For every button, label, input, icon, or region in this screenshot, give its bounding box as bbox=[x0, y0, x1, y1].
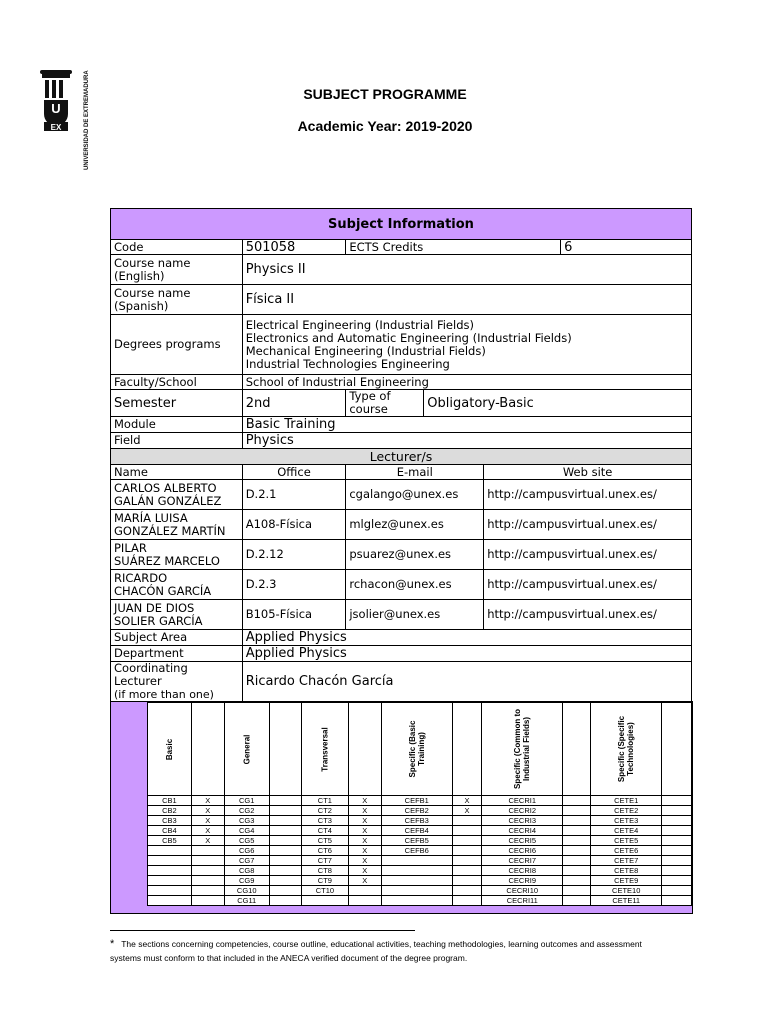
competency-code: CG9 bbox=[224, 876, 269, 886]
competency-code: CETE4 bbox=[591, 826, 662, 836]
table-row bbox=[148, 816, 692, 826]
footnote-divider bbox=[110, 930, 415, 931]
lecturers-heading: Lecturer/s bbox=[111, 449, 692, 465]
competency-mark bbox=[452, 816, 482, 826]
competency-code bbox=[148, 886, 192, 896]
competency-mark bbox=[563, 826, 591, 836]
competency-mark: X bbox=[452, 806, 482, 816]
lecturer-office: D.2.1 bbox=[242, 480, 346, 510]
area-label: Subject Area bbox=[111, 630, 243, 646]
competencies-table bbox=[147, 702, 692, 906]
lecturer-surname: CHACÓN GARCÍA bbox=[114, 583, 212, 598]
competency-mark bbox=[348, 886, 381, 896]
competency-code: CT1 bbox=[301, 796, 348, 806]
competency-mark: X bbox=[348, 826, 381, 836]
competency-mark bbox=[662, 796, 692, 806]
competency-code: CG3 bbox=[224, 816, 269, 826]
degrees-list bbox=[242, 315, 691, 375]
lecturer-email: jsolier@unex.es bbox=[346, 600, 484, 630]
table-row bbox=[148, 826, 692, 836]
competency-mark bbox=[662, 866, 692, 876]
competency-code: CEFB4 bbox=[381, 826, 452, 836]
col-office: Office bbox=[242, 465, 346, 480]
competency-mark bbox=[563, 816, 591, 826]
competency-code: CT6 bbox=[301, 846, 348, 856]
competency-code bbox=[381, 856, 452, 866]
competency-code: CG10 bbox=[224, 886, 269, 896]
table-row bbox=[148, 796, 692, 806]
lecturer-name: RICARDO bbox=[114, 570, 168, 585]
competency-code: CEFB3 bbox=[381, 816, 452, 826]
competency-mark bbox=[191, 846, 224, 856]
degree-item: Industrial Technologies Engineering bbox=[245, 356, 450, 371]
dept-value: Applied Physics bbox=[242, 646, 691, 662]
table-row bbox=[111, 480, 692, 510]
competency-mark: X bbox=[348, 816, 381, 826]
competency-code: CB3 bbox=[148, 816, 192, 826]
competency-code: CECRI4 bbox=[482, 826, 563, 836]
competency-mark bbox=[662, 876, 692, 886]
competency-mark: X bbox=[191, 796, 224, 806]
name-es-label: Course name (Spanish) bbox=[111, 285, 243, 315]
competency-mark bbox=[191, 886, 224, 896]
comp-header-specific-tech: Specific (Specific Technologies) bbox=[617, 715, 636, 783]
competency-mark bbox=[662, 816, 692, 826]
type-value: Obligatory-Basic bbox=[424, 390, 692, 417]
name-es-value: Física II bbox=[242, 285, 691, 315]
table-row bbox=[148, 836, 692, 846]
competency-code bbox=[148, 846, 192, 856]
lecturer-surname: SUÁREZ MARCELO bbox=[114, 553, 220, 568]
competency-code bbox=[301, 896, 348, 906]
competency-mark bbox=[563, 806, 591, 816]
competency-mark bbox=[269, 856, 301, 866]
competency-code: CECRI2 bbox=[482, 806, 563, 816]
coord-value: Ricardo Chacón García bbox=[242, 662, 691, 702]
competency-code: CECRI8 bbox=[482, 866, 563, 876]
lecturer-name: MARÍA LUISA bbox=[114, 510, 188, 525]
lecturer-office: D.2.12 bbox=[242, 540, 346, 570]
competency-code: CETE2 bbox=[591, 806, 662, 816]
competency-code: CECRI10 bbox=[482, 886, 563, 896]
col-web: Web site bbox=[484, 465, 692, 480]
lecturer-web: http://campusvirtual.unex.es/ bbox=[484, 540, 692, 570]
table-row bbox=[148, 886, 692, 896]
competency-mark bbox=[563, 836, 591, 846]
competency-code: CECRI9 bbox=[482, 876, 563, 886]
competency-code: CT3 bbox=[301, 816, 348, 826]
competency-code bbox=[381, 866, 452, 876]
competency-mark: X bbox=[348, 856, 381, 866]
competency-mark: X bbox=[191, 826, 224, 836]
competency-mark bbox=[348, 896, 381, 906]
competency-mark bbox=[269, 796, 301, 806]
competency-code: CG8 bbox=[224, 866, 269, 876]
competency-code bbox=[148, 856, 192, 866]
competency-code: CETE8 bbox=[591, 866, 662, 876]
degrees-label: Degrees programs bbox=[111, 315, 243, 375]
competency-mark bbox=[269, 846, 301, 856]
competency-code: CT7 bbox=[301, 856, 348, 866]
footnote bbox=[110, 937, 670, 965]
competency-mark bbox=[563, 886, 591, 896]
table-row bbox=[111, 600, 692, 630]
competency-mark bbox=[269, 826, 301, 836]
module-label: Module bbox=[111, 417, 243, 433]
competency-mark bbox=[191, 856, 224, 866]
competency-code: CECRI6 bbox=[482, 846, 563, 856]
competency-mark: X bbox=[348, 796, 381, 806]
competency-code bbox=[148, 876, 192, 886]
svg-text:UNIVERSIDAD DE EXTREMADURA: UNIVERSIDAD DE EXTREMADURA bbox=[84, 70, 90, 170]
type-label: Type of course bbox=[346, 390, 424, 417]
competency-mark: X bbox=[191, 836, 224, 846]
competency-code: CB4 bbox=[148, 826, 192, 836]
table-row bbox=[148, 806, 692, 816]
competency-mark bbox=[563, 866, 591, 876]
svg-text:U: U bbox=[51, 101, 61, 116]
competency-mark bbox=[452, 846, 482, 856]
table-row bbox=[111, 540, 692, 570]
competency-mark: X bbox=[191, 806, 224, 816]
table-row bbox=[111, 570, 692, 600]
competency-code: CEFB1 bbox=[381, 796, 452, 806]
competency-code: CEFB2 bbox=[381, 806, 452, 816]
competency-code: CETE3 bbox=[591, 816, 662, 826]
competency-code: CT8 bbox=[301, 866, 348, 876]
competency-mark bbox=[662, 896, 692, 906]
lecturer-web: http://campusvirtual.unex.es/ bbox=[484, 480, 692, 510]
competency-mark bbox=[662, 806, 692, 816]
academic-year: Academic Year: 2019-2020 bbox=[297, 118, 473, 134]
lecturer-email: cgalango@unex.es bbox=[346, 480, 484, 510]
competency-code bbox=[148, 896, 192, 906]
competency-code: CG1 bbox=[224, 796, 269, 806]
footnote-star: * bbox=[110, 938, 115, 950]
competency-code: CECRI5 bbox=[482, 836, 563, 846]
faculty-value: School of Industrial Engineering bbox=[242, 375, 691, 390]
competency-code: CT2 bbox=[301, 806, 348, 816]
competency-code: CEFB5 bbox=[381, 836, 452, 846]
code-value: 501058 bbox=[242, 240, 346, 255]
competency-mark bbox=[269, 896, 301, 906]
lecturer-name: CARLOS ALBERTO bbox=[114, 480, 217, 495]
competency-code bbox=[381, 896, 452, 906]
competency-mark bbox=[191, 896, 224, 906]
competency-mark bbox=[452, 856, 482, 866]
comp-header-specific-basic: Specific (Basic Training) bbox=[407, 720, 426, 778]
competency-code: CB5 bbox=[148, 836, 192, 846]
lecturer-surname: GALÁN GONZÁLEZ bbox=[114, 493, 222, 508]
competency-code: CT4 bbox=[301, 826, 348, 836]
comp-header-basic: Basic bbox=[164, 738, 174, 760]
competency-mark: X bbox=[348, 836, 381, 846]
competency-mark bbox=[563, 856, 591, 866]
lecturer-surname: GONZÁLEZ MARTÍN bbox=[114, 523, 226, 538]
subject-info-table bbox=[110, 208, 692, 719]
col-name: Name bbox=[111, 465, 243, 480]
lecturer-office: B105-Física bbox=[242, 600, 346, 630]
name-en-value: Physics II bbox=[242, 255, 691, 285]
competency-code: CT5 bbox=[301, 836, 348, 846]
svg-text:EX: EX bbox=[50, 123, 62, 132]
comp-header-transversal: Transversal bbox=[320, 726, 330, 772]
competency-code: CT9 bbox=[301, 876, 348, 886]
lecturer-office: D.2.3 bbox=[242, 570, 346, 600]
competency-code: CETE6 bbox=[591, 846, 662, 856]
competency-mark bbox=[563, 846, 591, 856]
competency-mark: X bbox=[348, 806, 381, 816]
semester-label: Semester bbox=[111, 390, 243, 417]
competency-code bbox=[381, 876, 452, 886]
footnote-text: The sections concerning competencies, course outline, educational activities, teaching methodologies, learning outcomes and assessment systems must conform to that included in the ANECA verified document of the degree program. bbox=[110, 939, 642, 963]
competency-code: CG5 bbox=[224, 836, 269, 846]
lecturer-name: JUAN DE DIOS bbox=[114, 600, 195, 615]
university-logo bbox=[38, 40, 98, 175]
competency-mark bbox=[452, 896, 482, 906]
competency-code: CG7 bbox=[224, 856, 269, 866]
field-label: Field bbox=[111, 433, 243, 449]
competency-mark bbox=[662, 836, 692, 846]
col-email: E-mail bbox=[346, 465, 484, 480]
competency-code: CG4 bbox=[224, 826, 269, 836]
competency-code: CB1 bbox=[148, 796, 192, 806]
field-value: Physics bbox=[242, 433, 691, 449]
lecturer-email: mlglez@unex.es bbox=[346, 510, 484, 540]
subject-info-heading: Subject Information bbox=[111, 209, 692, 240]
module-value: Basic Training bbox=[242, 417, 691, 433]
competency-code: CECRI7 bbox=[482, 856, 563, 866]
table-row bbox=[148, 866, 692, 876]
competency-mark bbox=[662, 846, 692, 856]
competency-mark bbox=[563, 896, 591, 906]
competency-mark: X bbox=[348, 876, 381, 886]
competency-mark bbox=[191, 866, 224, 876]
comp-header-specific-common: Specific (Common to Industrial Fields) bbox=[513, 708, 532, 789]
competency-mark bbox=[452, 876, 482, 886]
degree-item: Electronics and Automatic Engineering (Industrial Fields) bbox=[245, 330, 572, 345]
competency-code: CG6 bbox=[224, 846, 269, 856]
competency-mark bbox=[563, 796, 591, 806]
ects-value: 6 bbox=[561, 240, 692, 255]
lecturer-web: http://campusvirtual.unex.es/ bbox=[484, 600, 692, 630]
faculty-label: Faculty/School bbox=[111, 375, 243, 390]
lecturer-email: rchacon@unex.es bbox=[346, 570, 484, 600]
competencies-panel bbox=[110, 701, 693, 914]
competency-code: CETE11 bbox=[591, 896, 662, 906]
competency-mark bbox=[269, 816, 301, 826]
code-label: Code bbox=[111, 240, 243, 255]
competency-code: CB2 bbox=[148, 806, 192, 816]
lecturer-surname: SOLIER GARCÍA bbox=[114, 613, 203, 628]
competency-mark bbox=[452, 886, 482, 896]
competency-code: CECRI11 bbox=[482, 896, 563, 906]
lecturer-office: A108-Física bbox=[242, 510, 346, 540]
competency-mark: X bbox=[348, 846, 381, 856]
competency-code: CETE7 bbox=[591, 856, 662, 866]
competency-mark bbox=[269, 876, 301, 886]
competency-mark bbox=[563, 876, 591, 886]
competency-code bbox=[381, 886, 452, 896]
dept-label: Department bbox=[111, 646, 243, 662]
lecturer-email: psuarez@unex.es bbox=[346, 540, 484, 570]
degree-item: Electrical Engineering (Industrial Fields) bbox=[245, 317, 474, 332]
competency-code: CETE10 bbox=[591, 886, 662, 896]
competency-code: CEFB6 bbox=[381, 846, 452, 856]
table-row bbox=[148, 856, 692, 866]
lecturer-name: PILAR bbox=[114, 540, 147, 555]
name-en-label: Course name (English) bbox=[111, 255, 243, 285]
competency-mark bbox=[452, 836, 482, 846]
competency-mark: X bbox=[191, 816, 224, 826]
coord-label: Coordinating Lecturer bbox=[114, 661, 188, 688]
area-value: Applied Physics bbox=[242, 630, 691, 646]
competency-code: CG2 bbox=[224, 806, 269, 816]
competency-mark: X bbox=[348, 866, 381, 876]
table-row bbox=[148, 876, 692, 886]
competency-mark bbox=[452, 826, 482, 836]
coord-sublabel: (if more than one) bbox=[114, 688, 214, 701]
competency-mark bbox=[191, 876, 224, 886]
competency-mark bbox=[269, 836, 301, 846]
competency-code: CETE1 bbox=[591, 796, 662, 806]
ects-label: ECTS Credits bbox=[346, 240, 561, 255]
competency-mark: X bbox=[452, 796, 482, 806]
comp-header-general: General bbox=[242, 734, 252, 764]
document-title: SUBJECT PROGRAMME bbox=[303, 86, 467, 102]
table-row bbox=[148, 896, 692, 906]
table-row bbox=[111, 510, 692, 540]
competency-code: CT10 bbox=[301, 886, 348, 896]
competency-code: CECRI3 bbox=[482, 816, 563, 826]
competency-mark bbox=[269, 886, 301, 896]
competency-mark bbox=[662, 886, 692, 896]
competency-mark bbox=[269, 866, 301, 876]
semester-value: 2nd bbox=[242, 390, 346, 417]
lecturer-web: http://campusvirtual.unex.es/ bbox=[484, 510, 692, 540]
competency-mark bbox=[662, 856, 692, 866]
competency-code: CETE5 bbox=[591, 836, 662, 846]
competency-mark bbox=[452, 866, 482, 876]
competency-code bbox=[148, 866, 192, 876]
table-row bbox=[148, 846, 692, 856]
competency-code: CETE9 bbox=[591, 876, 662, 886]
competency-code: CECRI1 bbox=[482, 796, 563, 806]
competencies-body bbox=[148, 796, 692, 906]
competency-mark bbox=[269, 806, 301, 816]
degree-item: Mechanical Engineering (Industrial Fields) bbox=[245, 343, 486, 358]
competency-code: CG11 bbox=[224, 896, 269, 906]
competency-mark bbox=[662, 826, 692, 836]
lecturer-web: http://campusvirtual.unex.es/ bbox=[484, 570, 692, 600]
